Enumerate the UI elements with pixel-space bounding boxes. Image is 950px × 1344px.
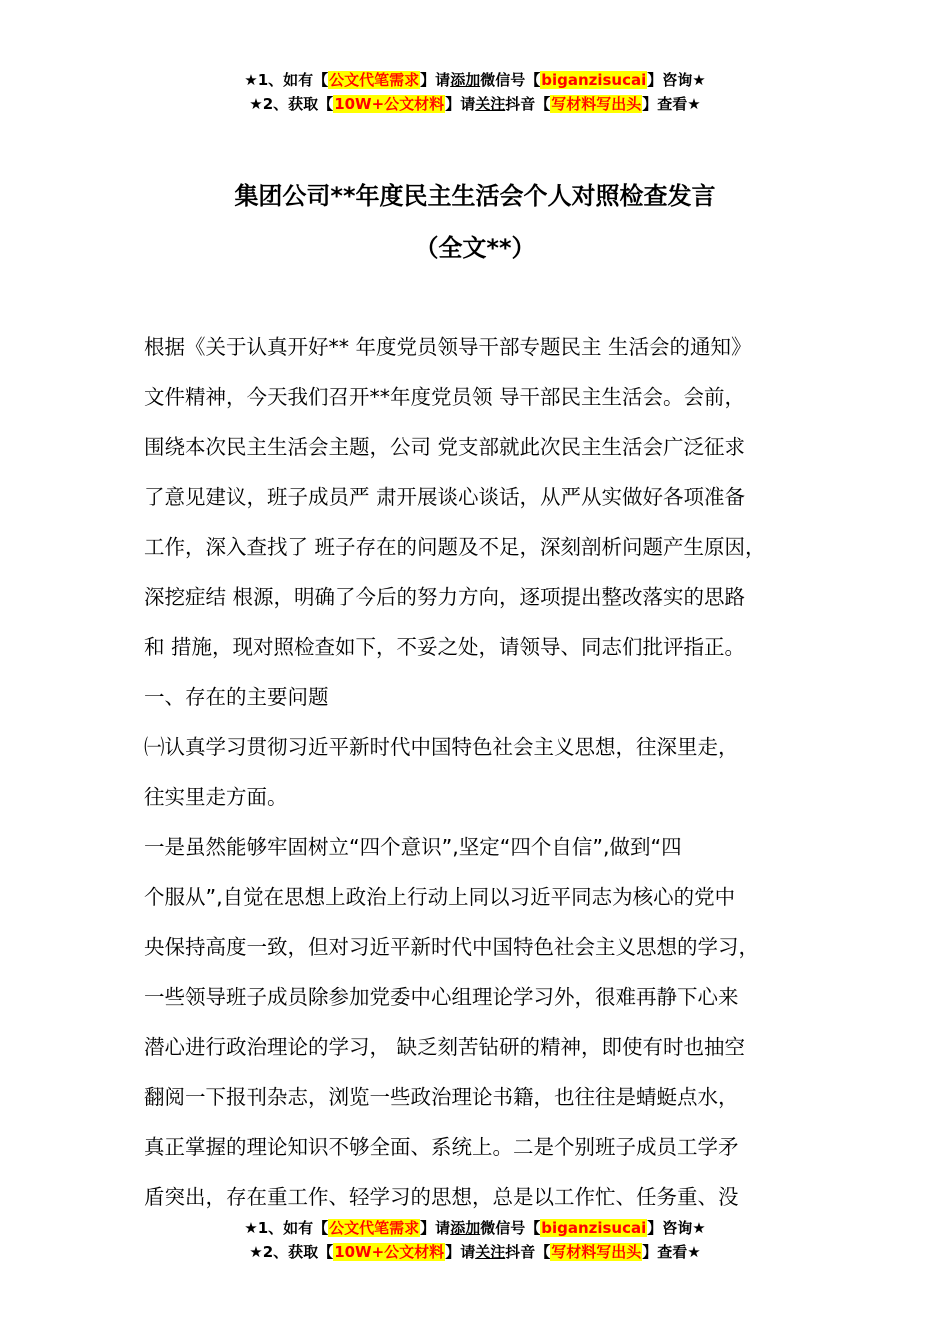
- body-line: 深挖症结 根源，明确了今后的努力方向，逐项提出整改落实的思路: [144, 585, 746, 609]
- document-body: [144, 322, 844, 1222]
- body-line: 文件精神，今天我们召开**年度党员领 导干部民主生活会。会前，: [144, 385, 746, 409]
- promo-line-2: ★2、获取【10W+公文材料】请关注抖音【写材料写出头】查看★: [249, 1243, 701, 1261]
- body-line: 潜心进行政治理论的学习， 缺乏刻苦钻研的精神，即使有时也抽空: [144, 1035, 746, 1059]
- highlight-ghostwriting: 公文代笔需求: [329, 1219, 420, 1237]
- body-line: 了意见建议，班子成员严 肃开展谈心谈话，从严从实做好各项准备: [144, 485, 746, 509]
- promo-line-2: ★2、获取【10W+公文材料】请关注抖音【写材料写出头】查看★: [249, 95, 701, 113]
- highlight-wechat-id: biganzisucai: [541, 71, 647, 89]
- body-line: 围绕本次民主生活会主题，公司 党支部就此次民主生活会广泛征求: [144, 435, 746, 459]
- promo-line-1: ★1、如有【公文代笔需求】请添加微信号【biganzisucai】咨询★: [244, 1219, 706, 1237]
- subsection-heading: ㈠认真学习贯彻习近平新时代中国特色社会主义思想，往深里走，: [144, 735, 739, 759]
- promo-banner-top: [0, 68, 950, 116]
- body-line: 一是虽然能够牢固树立“四个意识”,坚定“四个自信”,做到“四: [144, 835, 682, 859]
- highlight-douyin-account: 写材料写出头: [551, 95, 642, 113]
- highlight-materials: 10W+公文材料: [334, 95, 445, 113]
- body-line: 一些领导班子成员除参加党委中心组理论学习外，很难再静下心来: [144, 985, 739, 1009]
- highlight-ghostwriting: 公文代笔需求: [329, 71, 420, 89]
- body-line: 盾突出，存在重工作、轻学习的思想，总是以工作忙、任务重、没: [144, 1185, 739, 1209]
- highlight-wechat-id: biganzisucai: [541, 1219, 647, 1237]
- body-line: 工作，深入查找了 班子存在的问题及不足，深刻剖析问题产生原因，: [144, 535, 766, 559]
- document-title: 集团公司**年度民主生活会个人对照检查发言: [234, 182, 716, 210]
- document-subtitle: （全文**）: [414, 234, 536, 262]
- body-line: 真正掌握的理论知识不够全面、系统上。二是个别班子成员工学矛: [144, 1135, 739, 1159]
- subsection-heading: 往实里走方面。: [144, 785, 288, 809]
- body-line: 个服从”,自觉在思想上政治上行动上同以习近平同志为核心的党中: [144, 885, 736, 909]
- highlight-materials: 10W+公文材料: [334, 1243, 445, 1261]
- body-line: 根据《关于认真开好** 年度党员领导干部专题民主 生活会的通知》: [144, 335, 752, 359]
- highlight-douyin-account: 写材料写出头: [551, 1243, 642, 1261]
- promo-banner-bottom: [0, 1216, 950, 1264]
- body-line: 翻阅一下报刊杂志，浏览一些政治理论书籍，也往往是蜻蜓点水，: [144, 1085, 739, 1109]
- promo-line-1: ★1、如有【公文代笔需求】请添加微信号【biganzisucai】咨询★: [244, 71, 706, 89]
- section-heading: 一、存在的主要问题: [144, 685, 329, 709]
- body-line: 和 措施，现对照检查如下，不妥之处，请领导、同志们批评指正。: [144, 635, 746, 659]
- body-line: 央保持高度一致，但对习近平新时代中国特色社会主义思想的学习，: [144, 935, 759, 959]
